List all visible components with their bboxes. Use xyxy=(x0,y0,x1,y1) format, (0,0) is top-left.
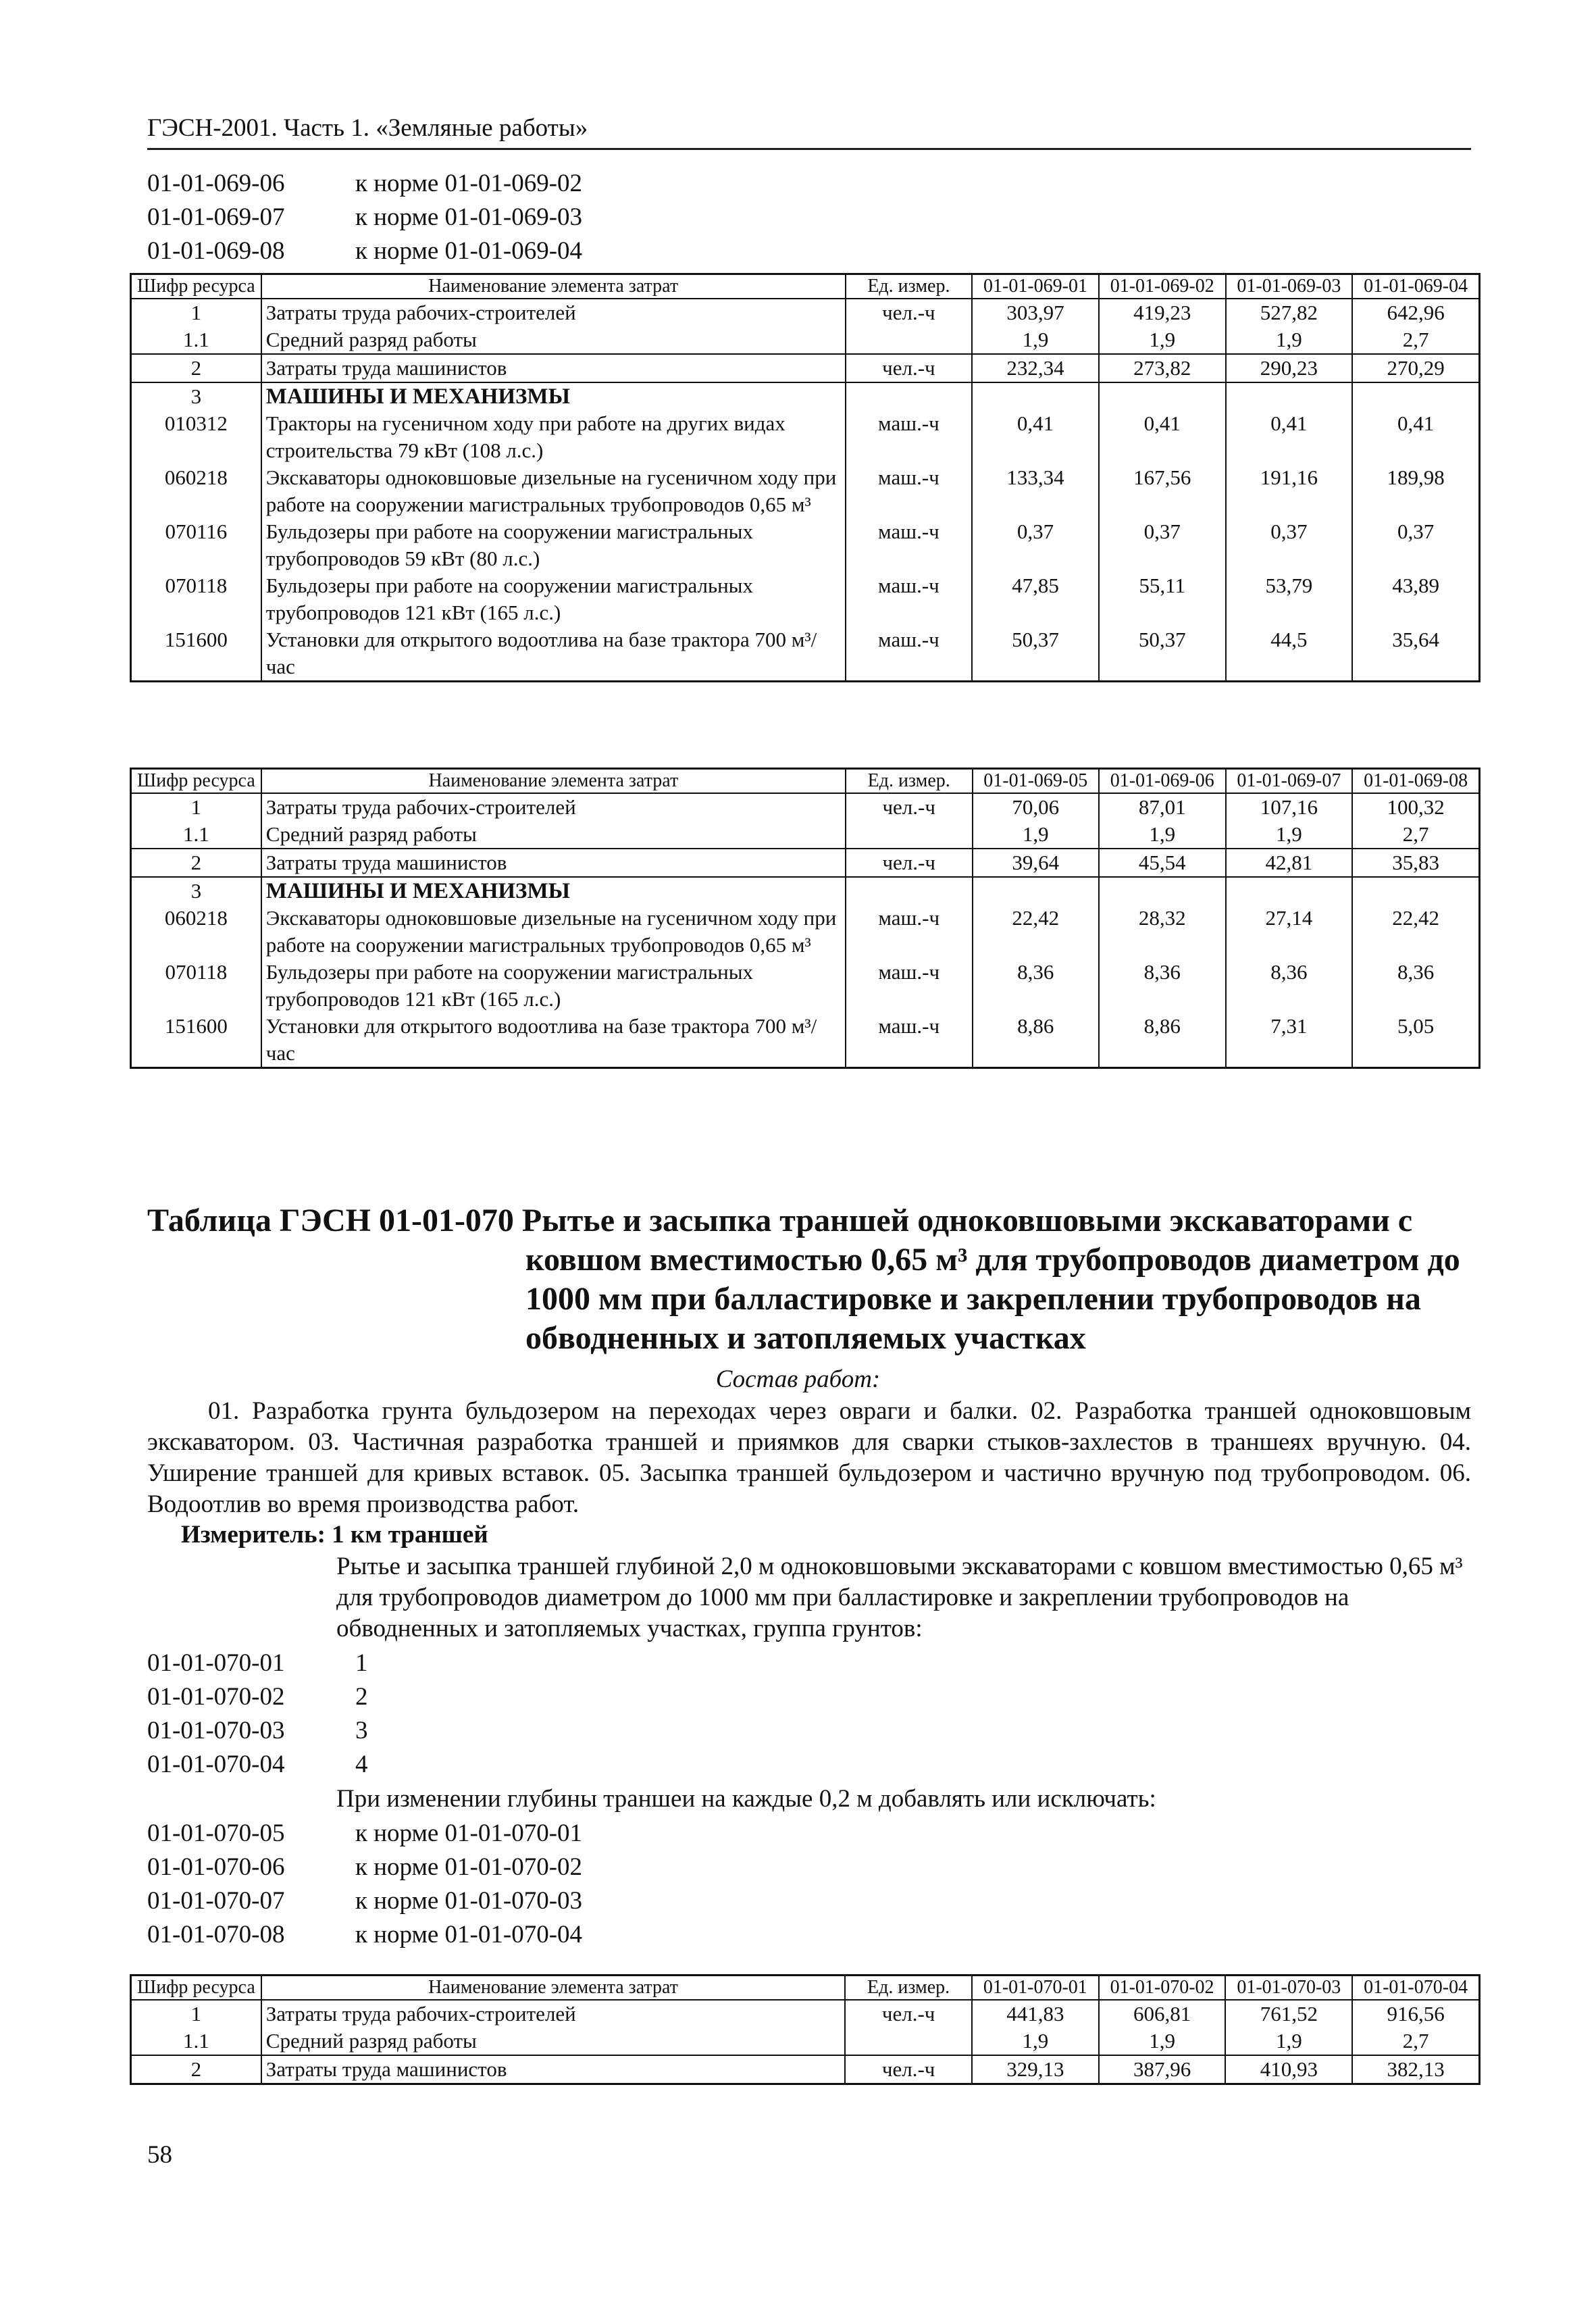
cell-unit: чел.-ч xyxy=(846,793,973,821)
cell-code: 3 xyxy=(131,382,261,410)
cell-value: 642,96 xyxy=(1352,299,1479,326)
cell-value xyxy=(972,382,1099,410)
cell-value: 232,34 xyxy=(972,354,1099,382)
cell-value: 8,36 xyxy=(973,959,1100,1013)
header-code: Шифр ресурса xyxy=(131,1976,261,2001)
norm-code: 01-01-069-06 xyxy=(147,169,285,197)
norm-ref: к норме 01-01-069-02 xyxy=(355,169,583,197)
table-row xyxy=(131,1013,1480,1068)
code-line xyxy=(147,1884,582,1917)
cell-unit xyxy=(846,382,973,410)
header-col: 01-01-069-08 xyxy=(1352,769,1479,794)
soil-group: 4 xyxy=(355,1750,368,1778)
cell-value: 47,85 xyxy=(972,572,1099,626)
cell-value xyxy=(1352,877,1479,905)
header-col: 01-01-070-01 xyxy=(972,1976,1099,2001)
header-code: Шифр ресурса xyxy=(131,769,261,794)
cell-value: 107,16 xyxy=(1226,793,1353,821)
cell-name: Установки для открытого водоотлива на базе трактора 700 м³/час xyxy=(261,626,846,682)
header-unit: Ед. измер. xyxy=(846,769,973,794)
cell-value: 7,31 xyxy=(1226,1013,1353,1068)
norm-code: 01-01-070-05 xyxy=(147,1819,285,1847)
cell-value: 44,5 xyxy=(1226,626,1353,682)
norm-code: 01-01-069-08 xyxy=(147,236,285,265)
norm-code: 01-01-070-08 xyxy=(147,1920,285,1948)
soil-group: 3 xyxy=(355,1716,368,1744)
header-unit: Ед. измер. xyxy=(845,1976,972,2001)
work-composition-text: 01. Разработка грунта бульдозером на переходах через овраги и балки. 02. Разработка траншей одноковшовым экскаватором. 03. Частичная разработка траншей и приямков для сварки стыков-захлестов в траншеях вручную. 04. Уширение траншей для кривых вставок. 05. Засыпка траншей бульдозером и частично вручную под трубопроводом. 06. Водоотлив во время производства работ. xyxy=(147,1397,1471,1518)
cell-value: 8,36 xyxy=(1226,959,1353,1013)
table-row xyxy=(131,793,1480,821)
cell-value: 0,41 xyxy=(1099,410,1226,464)
header-col: 01-01-069-01 xyxy=(972,274,1099,299)
cell-code: 070118 xyxy=(131,572,261,626)
cell-value: 0,41 xyxy=(972,410,1099,464)
cell-unit: маш.-ч xyxy=(846,572,973,626)
cell-name: Затраты труда рабочих-строителей xyxy=(261,793,846,821)
table-row xyxy=(131,2000,1480,2028)
table-title-continuation: ковшом вместимостью 0,65 м³ для трубопроводов диаметром до 1000 мм при балластировке и закреплении трубопроводов на обводненных и затопляемых участках xyxy=(525,1242,1460,1356)
cell-code: 010312 xyxy=(131,410,261,464)
code-line xyxy=(147,200,582,234)
cell-value: 1,9 xyxy=(1099,326,1226,354)
cell-value: 133,34 xyxy=(972,464,1099,518)
cell-value: 22,42 xyxy=(1352,905,1479,959)
cell-name: Установки для открытого водоотлива на базе трактора 700 м³/час xyxy=(261,1013,846,1068)
cell-unit: маш.-ч xyxy=(846,959,973,1013)
table-row xyxy=(131,299,1480,326)
depth-change-note: При изменении глубины траншеи на каждые 0,2 м добавлять или исключать: xyxy=(336,1785,1156,1813)
table-row xyxy=(131,326,1480,354)
code-line xyxy=(147,234,582,268)
table-row xyxy=(131,410,1480,464)
cell-value: 1,9 xyxy=(1099,821,1226,849)
cell-value: 50,37 xyxy=(1099,626,1226,682)
table-row xyxy=(131,821,1480,849)
table-row xyxy=(131,382,1480,410)
norm-ref: к норме 01-01-070-04 xyxy=(355,1920,583,1948)
cell-value: 42,81 xyxy=(1226,849,1353,877)
cell-name: Бульдозеры при работе на сооружении магистральных трубопроводов 59 кВт (80 л.с.) xyxy=(261,518,846,572)
code-line xyxy=(147,1747,368,1781)
norm-ref: к норме 01-01-070-01 xyxy=(355,1819,583,1847)
cell-value xyxy=(1099,877,1226,905)
table-row xyxy=(131,2028,1480,2055)
cell-value: 50,37 xyxy=(972,626,1099,682)
code-line xyxy=(147,1816,582,1850)
resource-table-1 xyxy=(130,273,1481,682)
table-row xyxy=(131,518,1480,572)
cell-unit: чел.-ч xyxy=(846,299,973,326)
norm-ref: к норме 01-01-069-04 xyxy=(355,236,583,265)
resource-table-2 xyxy=(130,768,1481,1069)
cell-value: 441,83 xyxy=(972,2000,1099,2028)
cell-code: 2 xyxy=(131,849,261,877)
cell-unit: маш.-ч xyxy=(846,905,973,959)
norm-ref: к норме 01-01-070-03 xyxy=(355,1886,583,1915)
cell-value: 1,9 xyxy=(973,821,1100,849)
cell-unit xyxy=(846,877,973,905)
running-head: ГЭСН-2001. Часть 1. «Земляные работы» xyxy=(147,114,1471,150)
cell-name: Средний разряд работы xyxy=(261,821,846,849)
norm-code: 01-01-069-07 xyxy=(147,203,285,231)
cell-value: 303,97 xyxy=(972,299,1099,326)
code-line xyxy=(147,1680,368,1713)
norm-code: 01-01-070-07 xyxy=(147,1886,285,1915)
header-col: 01-01-070-02 xyxy=(1099,1976,1226,2001)
header-col: 01-01-069-06 xyxy=(1099,769,1226,794)
header-col: 01-01-069-04 xyxy=(1352,274,1479,299)
cell-value: 45,54 xyxy=(1099,849,1226,877)
cell-value: 290,23 xyxy=(1226,354,1353,382)
cell-code: 151600 xyxy=(131,626,261,682)
cell-value: 419,23 xyxy=(1099,299,1226,326)
cell-code: 060218 xyxy=(131,905,261,959)
table-row xyxy=(131,354,1480,382)
cell-name: Бульдозеры при работе на сооружении магистральных трубопроводов 121 кВт (165 л.с.) xyxy=(261,959,846,1013)
norm-code: 01-01-070-03 xyxy=(147,1716,285,1744)
cell-value: 39,64 xyxy=(973,849,1100,877)
cell-unit: чел.-ч xyxy=(846,354,973,382)
cell-code: 060218 xyxy=(131,464,261,518)
cell-value: 0,41 xyxy=(1226,410,1353,464)
header-code: Шифр ресурса xyxy=(131,274,261,299)
cell-value: 27,14 xyxy=(1226,905,1353,959)
code-list-070-groups xyxy=(147,1646,368,1781)
cell-value: 87,01 xyxy=(1099,793,1226,821)
cell-value: 35,83 xyxy=(1352,849,1479,877)
cell-value: 8,86 xyxy=(1099,1013,1226,1068)
cell-value: 55,11 xyxy=(1099,572,1226,626)
cell-code: 151600 xyxy=(131,1013,261,1068)
header-col: 01-01-070-03 xyxy=(1225,1976,1352,2001)
table-row xyxy=(131,572,1480,626)
cell-value: 410,93 xyxy=(1225,2055,1352,2084)
cell-value: 273,82 xyxy=(1099,354,1226,382)
cell-name: Средний разряд работы xyxy=(261,326,846,354)
cell-value: 189,98 xyxy=(1352,464,1479,518)
cell-value: 1,9 xyxy=(1225,2028,1352,2055)
cell-value: 8,86 xyxy=(973,1013,1100,1068)
soil-group: 1 xyxy=(355,1649,368,1677)
cell-value: 167,56 xyxy=(1099,464,1226,518)
header-col: 01-01-069-02 xyxy=(1099,274,1226,299)
cell-name: МАШИНЫ И МЕХАНИЗМЫ xyxy=(261,382,846,410)
work-composition-heading: Состав работ: xyxy=(715,1365,881,1393)
cell-value: 70,06 xyxy=(973,793,1100,821)
cell-value xyxy=(1226,382,1353,410)
cell-value: 1,9 xyxy=(972,326,1099,354)
header-name: Наименование элемента затрат xyxy=(261,274,846,299)
cell-name: Средний разряд работы xyxy=(261,2028,846,2055)
cell-unit: маш.-ч xyxy=(846,1013,973,1068)
cell-value: 43,89 xyxy=(1352,572,1479,626)
header-unit: Ед. измер. xyxy=(846,274,973,299)
norm-code: 01-01-070-02 xyxy=(147,1682,285,1711)
cell-unit: чел.-ч xyxy=(845,2000,972,2028)
cell-unit: чел.-ч xyxy=(846,849,973,877)
norm-code: 01-01-070-04 xyxy=(147,1750,285,1778)
norm-code: 01-01-070-06 xyxy=(147,1853,285,1881)
cell-value: 0,37 xyxy=(1226,518,1353,572)
cell-value: 2,7 xyxy=(1352,326,1479,354)
header-col: 01-01-069-07 xyxy=(1226,769,1353,794)
cell-value xyxy=(1099,382,1226,410)
cell-value: 53,79 xyxy=(1226,572,1353,626)
header-name: Наименование элемента затрат xyxy=(261,1976,846,2001)
cell-value xyxy=(1226,877,1353,905)
header-col: 01-01-069-05 xyxy=(973,769,1100,794)
norm-ref: к норме 01-01-069-03 xyxy=(355,203,583,231)
header-col: 01-01-070-04 xyxy=(1352,1976,1479,2001)
cell-unit: маш.-ч xyxy=(846,410,973,464)
cell-name: Тракторы на гусеничном ходу при работе на других видах строительства 79 кВт (108 л.с.) xyxy=(261,410,846,464)
cell-value: 527,82 xyxy=(1226,299,1353,326)
table-row xyxy=(131,849,1480,877)
cell-unit: маш.-ч xyxy=(846,626,973,682)
cell-value: 1,9 xyxy=(1099,2028,1226,2055)
cell-value: 0,41 xyxy=(1352,410,1479,464)
table-row xyxy=(131,2055,1480,2084)
cell-value: 0,37 xyxy=(972,518,1099,572)
table-row xyxy=(131,877,1480,905)
cell-value: 1,9 xyxy=(972,2028,1099,2055)
cell-value: 28,32 xyxy=(1099,905,1226,959)
measurement-unit: Измеритель: 1 км траншей xyxy=(181,1521,488,1549)
cell-unit xyxy=(845,2028,972,2055)
header-col: 01-01-069-03 xyxy=(1226,274,1353,299)
cell-name: Затраты труда рабочих-строителей xyxy=(261,2000,846,2028)
cell-value: 1,9 xyxy=(1226,821,1353,849)
cell-value: 5,05 xyxy=(1352,1013,1479,1068)
cell-value: 191,16 xyxy=(1226,464,1353,518)
cell-value xyxy=(973,877,1100,905)
table-row xyxy=(131,464,1480,518)
cell-code: 1.1 xyxy=(131,326,261,354)
cell-value: 329,13 xyxy=(972,2055,1099,2084)
cell-value: 270,29 xyxy=(1352,354,1479,382)
table-title-line: Таблица ГЭСН 01-01-070 Рытье и засыпка траншей одноковшовыми экскаваторами с xyxy=(147,1203,1413,1238)
code-line xyxy=(147,1850,582,1884)
cell-value: 2,7 xyxy=(1352,821,1479,849)
cell-code: 1 xyxy=(131,299,261,326)
code-list-070-depth xyxy=(147,1816,582,1951)
code-line xyxy=(147,1713,368,1747)
table-row xyxy=(131,626,1480,682)
cell-code: 1.1 xyxy=(131,2028,261,2055)
cell-code: 070116 xyxy=(131,518,261,572)
cell-value: 100,32 xyxy=(1352,793,1479,821)
header-name: Наименование элемента затрат xyxy=(261,769,846,794)
cell-value: 606,81 xyxy=(1099,2000,1226,2028)
resource-table-3 xyxy=(130,1974,1481,2085)
cell-value: 0,37 xyxy=(1352,518,1479,572)
cell-unit: чел.-ч xyxy=(845,2055,972,2084)
norm-code: 01-01-070-01 xyxy=(147,1649,285,1677)
page-number: 58 xyxy=(147,2141,172,2169)
cell-value: 0,37 xyxy=(1099,518,1226,572)
cell-value: 387,96 xyxy=(1099,2055,1226,2084)
cell-value: 8,36 xyxy=(1352,959,1479,1013)
cell-code: 1.1 xyxy=(131,821,261,849)
cell-unit xyxy=(846,821,973,849)
norm-description: Рытье и засыпка траншей глубиной 2,0 м одноковшовыми экскаваторами с ковшом вместимостью 0,65 м³ для трубопроводов диаметром до 1000 мм при балластировке и закреплении трубопроводов на обводненных и затопляемых участках, группа грунтов: xyxy=(336,1553,1463,1642)
cell-value: 1,9 xyxy=(1226,326,1353,354)
cell-unit: маш.-ч xyxy=(846,464,973,518)
cell-name: Экскаваторы одноковшовые дизельные на гусеничном ходу при работе на сооружении магистральных трубопроводов 0,65 м³ xyxy=(261,464,846,518)
cell-value: 35,64 xyxy=(1352,626,1479,682)
cell-code: 1 xyxy=(131,793,261,821)
soil-group: 2 xyxy=(355,1682,368,1711)
cell-code: 2 xyxy=(131,354,261,382)
cell-value xyxy=(1352,382,1479,410)
code-line xyxy=(147,166,582,200)
cell-code: 3 xyxy=(131,877,261,905)
code-line xyxy=(147,1646,368,1680)
cell-unit xyxy=(846,326,973,354)
cell-value: 382,13 xyxy=(1352,2055,1479,2084)
cell-name: Затраты труда машинистов xyxy=(261,849,846,877)
cell-value: 22,42 xyxy=(973,905,1100,959)
table-title xyxy=(147,1201,1471,1358)
code-line xyxy=(147,1917,582,1951)
cell-unit: маш.-ч xyxy=(846,518,973,572)
cell-code: 1 xyxy=(131,2000,261,2028)
table-row xyxy=(131,905,1480,959)
cell-name: Затраты труда машинистов xyxy=(261,354,846,382)
code-list-069 xyxy=(147,166,582,268)
cell-code: 2 xyxy=(131,2055,261,2084)
cell-name: Бульдозеры при работе на сооружении магистральных трубопроводов 121 кВт (165 л.с.) xyxy=(261,572,846,626)
cell-value: 8,36 xyxy=(1099,959,1226,1013)
cell-name: Затраты труда машинистов xyxy=(261,2055,846,2084)
cell-code: 070118 xyxy=(131,959,261,1013)
cell-value: 916,56 xyxy=(1352,2000,1479,2028)
norm-ref: к норме 01-01-070-02 xyxy=(355,1853,583,1881)
cell-value: 761,52 xyxy=(1225,2000,1352,2028)
cell-name: МАШИНЫ И МЕХАНИЗМЫ xyxy=(261,877,846,905)
table-row xyxy=(131,959,1480,1013)
cell-name: Затраты труда рабочих-строителей xyxy=(261,299,846,326)
cell-name: Экскаваторы одноковшовые дизельные на гусеничном ходу при работе на сооружении магистральных трубопроводов 0,65 м³ xyxy=(261,905,846,959)
cell-value: 2,7 xyxy=(1352,2028,1479,2055)
